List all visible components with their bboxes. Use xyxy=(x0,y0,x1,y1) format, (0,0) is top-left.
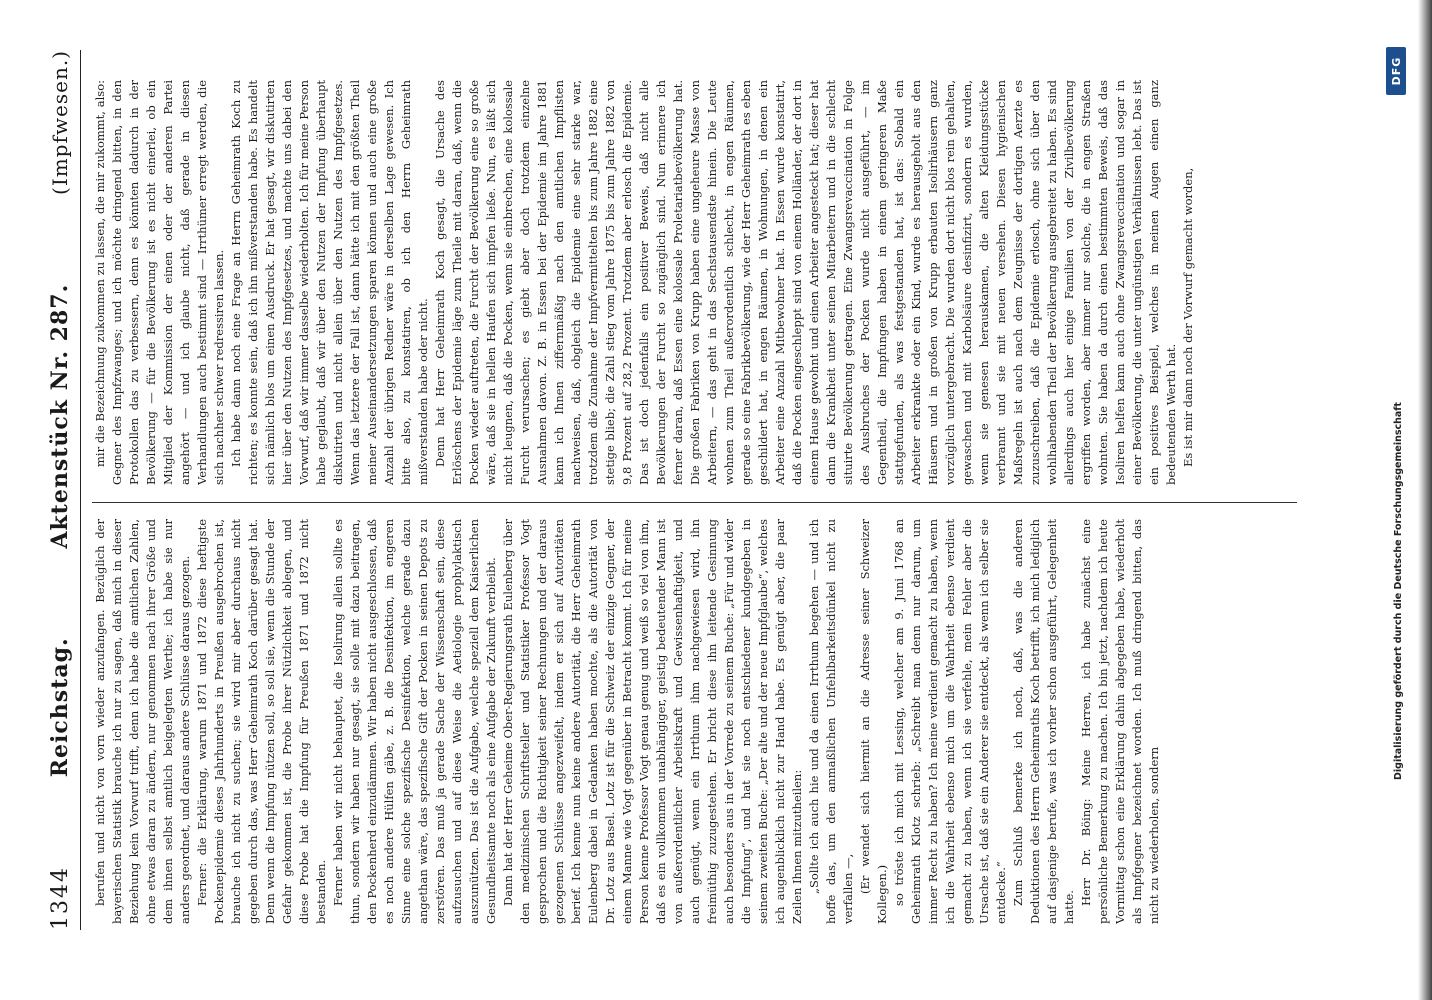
column-divider xyxy=(92,502,1297,503)
quote: „Sollte ich auch hie und da einen Irrthum begehen — und ich hoffe das, um den anmaßlichen Unfehlbarkeitsdünkel nicht zu verfallen —, xyxy=(807,519,855,924)
header-document-number: Aktenstück Nr. 287. xyxy=(47,283,73,549)
text-column-left xyxy=(92,519,1292,924)
paragraph: Ferner haben wir nicht behauptet, die Isolirung allein sollte es thun, sondern wir haben nur gesagt, sie solle mit dazu beitragen, den Pockenherd einzudämmen. Wir haben nicht ausgeschlossen, daß es noch andere Hülfen gäbe, z. B. die Desinfektion, im engeren Sinne eine solche spezifische Desinfektion, welche gerade dazu angethan wäre, das spezifische Gift der Pocken in seinen Depots zu zerstören. Das muß ja gerade Sache der Wissenschaft sein, diese aufzusuchen und auf diese Weise die Aetiologie prophylaktisch auszunützen. Das ist die Aufgabe, welche speziell dem Kaiserlichen Gesundheitsamte noch als eine Aufgabe der Zukunft verbleibt. xyxy=(331,519,498,924)
paragraph: Ferner: die Erklärung, warum 1871 und 1872 diese heftigste Pockenepidemie dieses Jahrhunderts in Preußen ausgebrochen ist, brauche ich nicht zu suchen; sie wird mir aber durchaus nicht gegeben durch das, was Herr Geheimrath Koch darüber gesagt hat. Denn wenn die Impfung nützen soll, so soll sie, wenn die Stunde der Gefahr gekommen ist, die Probe ihrer Nützlichkeit ablegen, und diese Probe hat die Impfung für Preußen 1871 und 1872 nicht bestanden. xyxy=(195,519,328,924)
paragraph: Dann hat der Herr Geheime Ober-Regierungsrath Eulenberg über den medizinischen Schriftsteller und Statistiker Professor Vogt gesprochen und die Richtigkeit seiner Rechnungen und der daraus gezogenen Schlüsse angezweifelt, indem er sich auf Autoritäten berief. Ich kenne nun keine andere Autorität, die Herr Geheimrath Eulenberg dabei in Gedanken haben mochte, als die Autorität von Dr. Lotz aus Basel. Lotz ist für die Schweiz der einzige Gegner, der einem Manne wie Vogt gegenüber in Betracht kommt. Ich für meine Person kenne Professor Vogt genau genug und weiß so viel von ihm, daß es ein vollkommen unabhängiger, geistig bedeutender Mann ist von außerordentlicher Arbeitskraft und Gewissenhaftigkeit, und auch genügt, wenn ein Irrthum ihm nachgewiesen wird, ihn freimüthig zuzugestehen. Er bricht diese ihn leitende Gesinnung auch besonders aus in der Vorrede zu seinem Buche: „Für und wider die Impfung“, und hat sie noch entschiedener kundgegeben in seinem zweiten Buche: „Der alte und der neue Impfglaube“, welches ich augenblicklich nicht zur Hand habe. Es genügt aber, die paar Zeilen Ihnen mitzutheilen: xyxy=(501,519,804,924)
header-topic: (Impfwesen.) xyxy=(48,50,72,195)
header-title: Reichstag. xyxy=(47,637,73,778)
text-column-right xyxy=(92,80,1292,485)
digitization-note: Digitalisierung gefördert durch die Deutsche Forschungsgemeinschaft xyxy=(1393,402,1404,780)
stage-direction: (Er wendet sich hiermit an die Adresse seiner Schweizer Kollegen.) xyxy=(858,519,889,924)
page-number: 1344 xyxy=(47,866,73,930)
paragraph: Denn hat Herr Geheimrath Koch gesagt, die Ursache des Erlöschens der Epidemie läge zum Theile mit daran, daß, wenn die Pocken wieder auftreten, die Furcht der Bevölkerung eine so große wäre, daß sie in hellen Haufen sich impfen ließe. Nun, es läßt sich nicht leugnen, daß die Pocken, wenn sie einbrechen, eine kolossale Furcht verursachen; es giebt aber doch trotzdem einzelne Ausnahmen davon. Z. B. in Essen bei der Epidemie im Jahre 1881 kann ich Ihnen ziffernmäßig nach den amtlichen Impflisten nachweisen, daß, obgleich die Epidemie eine sehr starke war, trotzdem die Zunahme der Impfvermittelten bis zum Jahre 1882 eine stetige blieb; die Zahl stieg vom Jahre 1875 bis zum Jahre 1882 von 9,8 Prozent auf 28,2 Prozent. Trotzdem aber erlosch die Epidemie. Das ist doch jedenfalls ein positiver Beweis, daß nicht alle Bevölkerungen der Furcht so zugänglich sind. Nun erinnere ich ferner daran, daß Essen eine kolossale Proletariatbevölkerung hat. Die großen Fabriken von Krupp haben eine ungeheure Masse von Arbeitern, — das geht in das Sechstausendste hinein. Die Leute wohnen zum Theil außerordentlich schlecht, in engen Räumen, gerade so eine Fabrikbevölkerung, wie der Herr Geheimrath es eben geschildert hat, in engen Räumen, in Wohnungen, in denen ein Arbeiter eine Anzahl Mitbewohner hat. In Essen wurde konstatirt, daß die Pocken eingeschleppt sind von einem Holländer, der dort in einem Hause gewohnt und einen Arbeiter angesteckt hat; dieser hat dann die Krankheit unter seinen Mitarbeitern und in die schlecht situirte Bevölkerung getragen. Eine Zwangsrevaccination in Folge des Ausbruches der Pocken wurde nicht ausgeführt, — im Gegentheil, die Impfungen haben in einem geringeren Maße stattgefunden, als was festgestanden hat, ist das: Sobald ein Arbeiter erkrankte oder ein Kind, wurde es herausgeholt aus den Häusern und in großen von Krupp erbauten Isolirhäusern ganz vorzüglich untergebracht. Die wurden dort nicht blos rein gehalten, gewaschen und mit Karbolsäure desinfizirt, sondern es wurden, wenn sie genesen herauskamen, die alten Kleidungsstücke verbrannt und sie mit neuen versehen. Diesen hygienischen Maßregeln ist auch nach dem Zeugnisse der dortigen Aerzte es zuzuschreiben, daß die Epidemie erlosch, ohne sich über den wohlhabenden Theil der Bevölkerung ausgebreitet zu haben. Es sind allerdings auch hier einige Familien von der Zivilbevölkerung ergriffen worden, aber immer nur solche, die in engen Straßen wohnten. Sie haben da durch einen bestimmten Beweis, daß das Isoliren helfen kann auch ohne Zwangsrevaccination und sogar in einer Bevölkerung, die unter ungünstigen Verhältnissen lebt. Das ist ein positives Beispiel, welches in meinen Augen einen ganz bedeutenden Werth hat. xyxy=(433,80,1178,485)
scan-edge xyxy=(1418,0,1432,1000)
paragraph: Es ist mir dann noch der Vorwurf gemacht worden, xyxy=(1181,167,1195,467)
paragraph: Zum Schluß bemerke ich noch, daß, was die anderen Deduktionen des Herrn Geheimraths Koch betrifft, ich mich lediglich auf dasjenige berufe, was ich vorher schon ausgeführt, Gelegenheit hatte. xyxy=(1011,519,1076,924)
paragraph: so tröste ich mich mit Lessing, welcher am 9. Juni 1768 an Geheimrath Klotz schrieb: „Schreibt man denn nur darum, um immer Recht zu haben? Ich meine verdient gemacht zu haben, wenn ich die Wahrheit ebenso mich um die Wahrheit ebenso verdient gemacht zu haben, wenn ich sie verfehle, mein Fehler aber die Ursache ist, daß sie ein Anderer sie entdeckt, als wenn ich selber sie entdecke.“ xyxy=(892,519,1008,924)
paragraph: Ich habe dann noch eine Frage an Herrn Geheimrath Koch zu richten; es konnte sein, daß ich ihn mißverstanden habe. Es handelt sich nämlich blos um einen Ausdruck. Er hat gesagt, wir diskutirten hier über den Nutzen des Impfgesetzes, und machte uns dabei den Vorwurf, daß wir immer dasselbe wiederholten. Ich für meine Person habe geglaubt, daß wir über den Nutzen der Impfung überhaupt diskutirten und nicht allein über den Nutzen des Impfgesetzes. Wenn das letztere der Fall ist, dann hätte ich mit den größten Theil meiner Auseinandersetzungen sparen können und auch eine große Anzahl der übrigen Redner wäre in derselben Lage gewesen. Ich bitte also, zu konstatiren, ob ich den Herrn Geheimrath mißverstanden habe oder nicht. xyxy=(229,80,430,485)
paragraph: berufen und nicht von vorn wieder anzufangen. Bezüglich der bayerischen Statistik brauche ich nur zu sagen, daß mich in dieser Beziehung kein Vorwurf trifft, denn ich habe die amtlichen Zahlen, ohne etwas daran zu ändern, nur genommen nach ihrer Größe und dem ihnen selbst amtlich beigelegten Werthe; ich habe sie nur anders geordnet, und daraus andere Schlüsse daraus gezogen. xyxy=(93,519,192,924)
page-header xyxy=(40,50,81,930)
paragraph: Herr Dr. Böing: Meine Herren, ich habe zunächst eine persönliche Bemerkung zu machen. Ich bin jetzt, nachdem ich heute Vormittag schon eine Erklärung dahin abgegeben habe, wiederholt als Impfgegner bezeichnet worden. Ich muß dringend bitten, das nicht zu wiederholen, sondern xyxy=(1079,519,1161,924)
paragraph: mir die Bezeichnung zukommen zu lassen, die mir zukommt, also: Gegner des Impfzwanges; und ich möchte dringend bitten, in den Protokollen das zu verbessern, denn es könnten dadurch in der Bevölkerung — für die Bevölkerung ist es nicht einerlei, ob ein Mitglied der Kommission der einen oder der anderen Partei angehört — und ich glaube nicht, daß gerade in diesen Verhandlungen auch bestimmt sind — Irrthümer erregt werden, die sich nachher schwer redressiren lassen. xyxy=(93,80,226,485)
dfg-logo: DFG xyxy=(1386,47,1406,95)
